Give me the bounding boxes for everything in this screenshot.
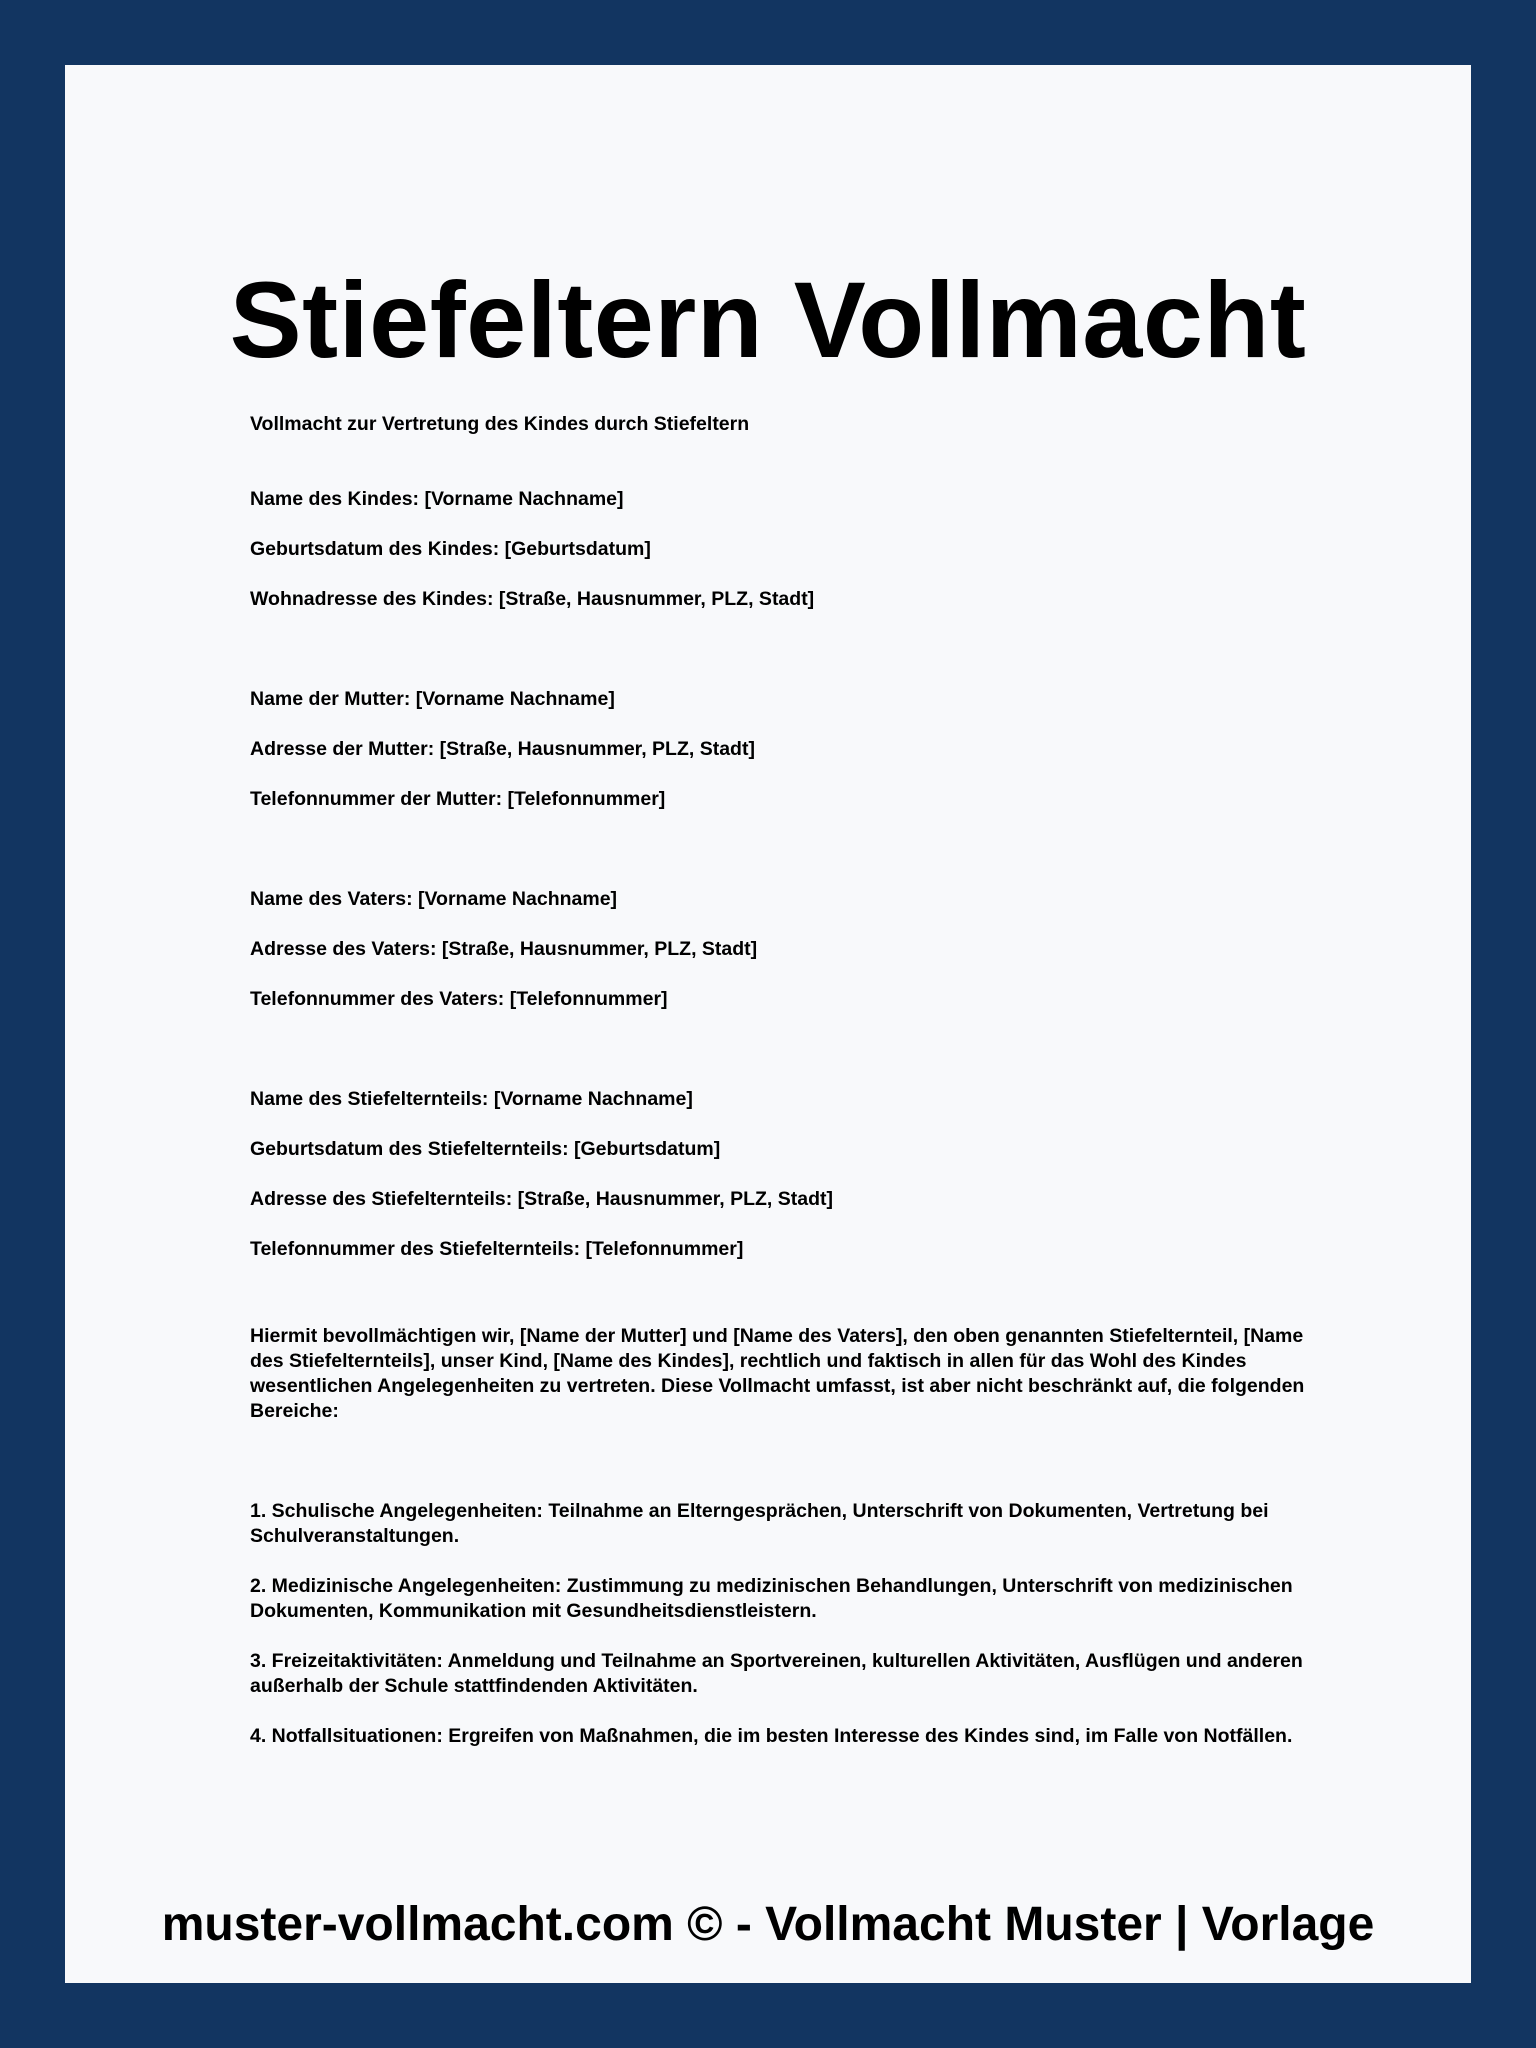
mother-name-line: Name der Mutter: [Vorname Nachname] — [250, 688, 615, 710]
child-address-line: Wohnadresse des Kindes: [Straße, Hausnummer, PLZ, Stadt] — [250, 588, 815, 610]
child-name-line: Name des Kindes: [Vorname Nachname] — [250, 488, 624, 510]
area-item: 1. Schulische Angelegenheiten: Teilnahme an Elterngesprächen, Unterschrift von Dokumenten, Vertretung bei Schulveranstaltungen. — [250, 1500, 1269, 1547]
document-subtitle: Vollmacht zur Vertretung des Kindes durch Stiefeltern — [250, 413, 750, 435]
stepparent-address-line: Adresse des Stiefelternteils: [Straße, Hausnummer, PLZ, Stadt] — [250, 1188, 833, 1210]
document-page — [65, 65, 1471, 1983]
mother-phone-line: Telefonnummer der Mutter: [Telefonnummer] — [250, 788, 666, 810]
area-item: 3. Freizeitaktivitäten: Anmeldung und Teilnahme an Sportvereinen, kulturellen Aktivitäten, Ausflügen und anderen außerhalb der Schule stattfindenden Aktivitäten. — [250, 1650, 1303, 1697]
father-name-line: Name des Vaters: [Vorname Nachname] — [250, 888, 618, 910]
area-item: 4. Notfallsituationen: Ergreifen von Maßnahmen, die im besten Interesse des Kindes sind, im Falle von Notfällen. — [250, 1725, 1293, 1747]
stepparent-phone-line: Telefonnummer des Stiefelternteils: [Telefonnummer] — [250, 1238, 744, 1260]
mother-address-line: Adresse der Mutter: [Straße, Hausnummer, PLZ, Stadt] — [250, 738, 755, 760]
father-phone-line: Telefonnummer des Vaters: [Telefonnummer] — [250, 988, 668, 1010]
area-item: 2. Medizinische Angelegenheiten: Zustimmung zu medizinischen Behandlungen, Unterschrift von medizinischen Dokumenten, Kommunikation mit Gesundheitsdienstleistern. — [250, 1575, 1293, 1622]
stepparent-name-line: Name des Stiefelternteils: [Vorname Nachname] — [250, 1088, 693, 1110]
stepparent-birthdate-line: Geburtsdatum des Stiefelternteils: [Geburtsdatum] — [250, 1138, 721, 1160]
authorization-paragraph: Hiermit bevollmächtigen wir, [Name der Mutter] und [Name des Vaters], den oben genannten Stiefelternteil, [Name des Stiefelternteils], unser Kind, [Name des Kindes], rechtlich und faktisch in allen für das Wohl des Kindes wesentlichen Angelegenheiten zu vertreten. Diese Vollmacht umfasst, ist aber nicht beschränkt auf, die folgenden Bereiche: — [250, 1325, 1305, 1422]
father-address-line: Adresse des Vaters: [Straße, Hausnummer, PLZ, Stadt] — [250, 938, 758, 960]
child-birthdate-line: Geburtsdatum des Kindes: [Geburtsdatum] — [250, 538, 651, 560]
footer-watermark: muster-vollmacht.com © - Vollmacht Muster | Vorlage — [161, 1898, 1375, 1951]
document-title: Stiefeltern Vollmacht — [229, 259, 1307, 380]
